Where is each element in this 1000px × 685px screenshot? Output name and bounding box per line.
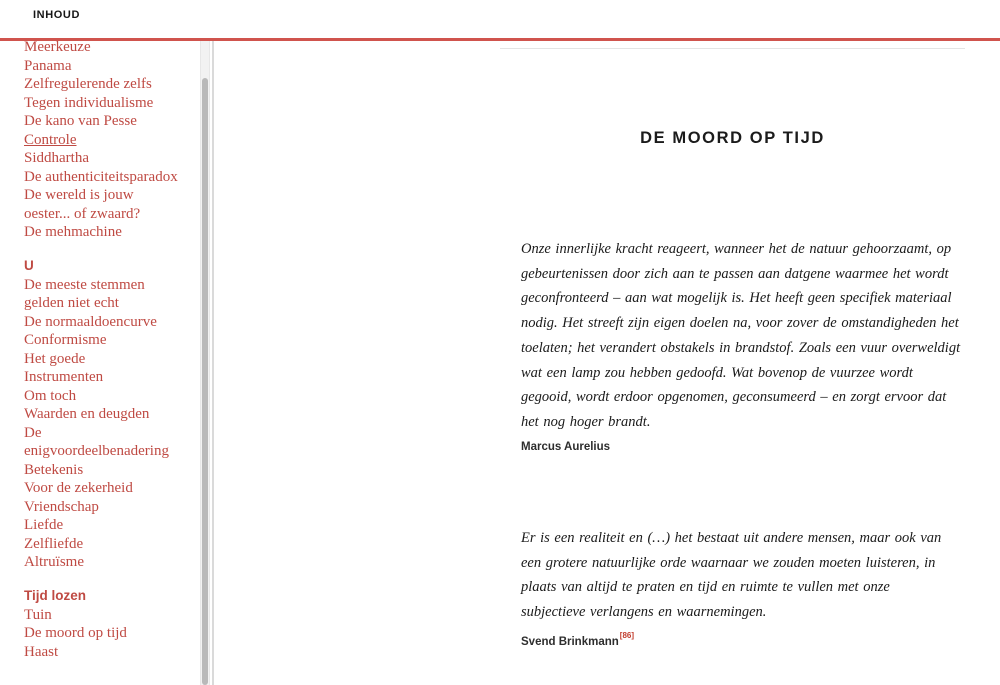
toc-section-heading: Tijd lozen: [24, 588, 87, 603]
toc-link[interactable]: Het goede: [24, 350, 86, 367]
quote-marcus-aurelius: Onze innerlijke kracht reageert, wanneer het de natuur gehoorzaamt, op gebeurtenissen door zich aan te passen aan datgene waarmee het wordt geconfronteerd – aan wat mogelijk is. Het heeft geen specifiek materiaal nodig. Het streeft zijn eigen doelen na, voor zover de omstandigheden het toelaten; het verandert obstakels in brandstof. Zoals een vuur overweldigt wat een lamp zou hebben gedoofd. Wat bovenop de vuurzee wordt gegooid, wordt erdoor opgenomen, geconsumeerd – en zorgt ervoor dat het nog hoger brandt.: [521, 241, 961, 430]
toc-link[interactable]: De moord op tijd: [24, 625, 127, 641]
toc-link[interactable]: Controle: [24, 131, 77, 148]
toc-link[interactable]: De meeste stemmen gelden niet echt: [24, 276, 145, 311]
toc-section-heading: U: [24, 258, 34, 273]
toc-link[interactable]: Panama: [24, 57, 72, 74]
top-bar: [0, 0, 1000, 38]
toc-link[interactable]: Haast: [24, 643, 59, 660]
contents-header-label: INHOUD: [33, 9, 80, 21]
attribution-name: Marcus Aurelius: [521, 441, 611, 453]
chapter-title: DE MOORD OP TIJD: [640, 129, 825, 147]
toc-link[interactable]: Altruïsme: [24, 554, 84, 570]
footnote-reference-86[interactable]: [86]: [619, 631, 635, 640]
attribution-marcus-aurelius: [521, 441, 610, 453]
toc-link[interactable]: Tegen individualisme: [24, 94, 154, 111]
attribution-name: Svend Brinkmann: [521, 635, 619, 648]
toc-link[interactable]: De kano van Pesse: [24, 113, 137, 129]
quote-svend-brinkmann: Er is een realiteit en (…) het bestaat uit andere mensen, maar ook van een grotere natuurlijke orde waarnaar we zouden moeten luisteren, in plaats van altijd te praten en tijd en ruimte te vullen met onze subjectieve verlangens en waarnemingen.: [521, 530, 942, 621]
toc-link[interactable]: Zelfregulerende zelfs: [24, 76, 152, 92]
sidebar-scrollbar-thumb[interactable]: [202, 78, 208, 685]
page-top-border: [500, 48, 965, 49]
toc-link[interactable]: Siddhartha: [24, 150, 89, 166]
attribution-svend-brinkmann: [521, 633, 634, 648]
toc-link[interactable]: Voor de zekerheid: [24, 480, 133, 496]
toc-link[interactable]: De mehmachine: [24, 224, 122, 240]
toc-link[interactable]: Om toch: [24, 387, 77, 404]
toc-link[interactable]: Vriendschap: [24, 498, 99, 515]
toc-link[interactable]: De enigvoordeelbenadering: [24, 424, 169, 459]
toc-link[interactable]: Conformisme: [24, 332, 107, 348]
toc-link[interactable]: Liefde: [24, 517, 64, 533]
toc-link[interactable]: Zelfliefde: [24, 535, 84, 552]
toc-link[interactable]: Tuin: [24, 606, 52, 623]
toc-link[interactable]: Instrumenten: [24, 369, 104, 385]
toc-link[interactable]: Betekenis: [24, 461, 84, 478]
toc-link[interactable]: De wereld is jouw oester... of zwaard?: [24, 187, 141, 222]
toc-link[interactable]: De authenticiteitsparadox: [24, 168, 178, 185]
toc-link[interactable]: De normaaldoencurve: [24, 313, 157, 330]
toc-sidebar: [24, 38, 202, 661]
toc-link[interactable]: Meerkeuze: [24, 39, 91, 55]
toc-link[interactable]: Waarden en deugden: [24, 406, 150, 422]
sidebar-content-divider: [212, 41, 214, 685]
